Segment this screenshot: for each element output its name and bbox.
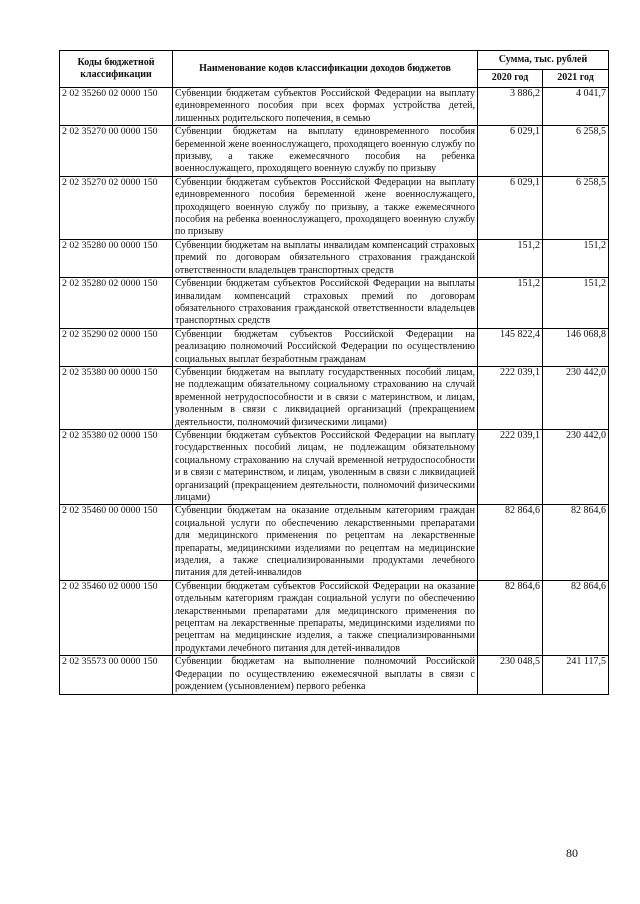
table-row: [60, 88, 609, 126]
amount-2021-cell: 4 041,7: [543, 88, 609, 126]
amount-2020-cell: 82 864,6: [478, 505, 543, 580]
table-row: [60, 505, 609, 580]
amount-2020-cell: 6 029,1: [478, 126, 543, 177]
table-row: [60, 429, 609, 504]
amount-2021-cell: 82 864,6: [543, 505, 609, 580]
amount-2020-cell: 145 822,4: [478, 328, 543, 366]
amount-2021-cell: 146 068,8: [543, 328, 609, 366]
name-cell: Субвенции бюджетам субъектов Российской Федерации на выплаты инвалидам компенсаций страховых премий по договорам обязательного страхования гражданской ответственности владельцев транспортных средств: [173, 278, 478, 329]
code-cell: 2 02 35260 02 0000 150: [60, 88, 173, 126]
page-number: 80: [566, 846, 578, 860]
header-year-2021: 2021 год: [543, 69, 609, 88]
amount-2021-cell: 151,2: [543, 278, 609, 329]
amount-2020-cell: 222 039,1: [478, 366, 543, 429]
amount-2021-cell: 230 442,0: [543, 366, 609, 429]
name-cell: Субвенции бюджетам на выплату единовременного пособия беременной жене военнослужащего, проходящего военную службу по призыву, а также ежемесячного пособия на ребенка военнослужащего, проходящего военную службу по призыву: [173, 126, 478, 177]
code-cell: 2 02 35380 00 0000 150: [60, 366, 173, 429]
amount-2021-cell: 82 864,6: [543, 580, 609, 655]
table-row: [60, 580, 609, 655]
code-cell: 2 02 35280 02 0000 150: [60, 278, 173, 329]
name-cell: Субвенции бюджетам субъектов Российской Федерации на выплату единовременного пособия при всех формах устройства детей, лишенных родительского попечения, в семью: [173, 88, 478, 126]
table-row: [60, 239, 609, 277]
table-body: [60, 88, 609, 695]
amount-2021-cell: 6 258,5: [543, 126, 609, 177]
code-cell: 2 02 35573 00 0000 150: [60, 656, 173, 694]
amount-2020-cell: 6 029,1: [478, 176, 543, 239]
code-cell: 2 02 35460 00 0000 150: [60, 505, 173, 580]
amount-2020-cell: 230 048,5: [478, 656, 543, 694]
header-name: Наименование кодов классификации доходов бюджетов: [173, 51, 478, 88]
name-cell: Субвенции бюджетам на выплаты инвалидам компенсаций страховых премий по договорам обязательного страхования гражданской ответственности владельцев транспортных средств: [173, 239, 478, 277]
code-cell: 2 02 35270 02 0000 150: [60, 176, 173, 239]
amount-2021-cell: 151,2: [543, 239, 609, 277]
amount-2020-cell: 82 864,6: [478, 580, 543, 655]
amount-2020-cell: 151,2: [478, 239, 543, 277]
amount-2021-cell: 241 117,5: [543, 656, 609, 694]
code-cell: 2 02 35290 02 0000 150: [60, 328, 173, 366]
code-cell: 2 02 35270 00 0000 150: [60, 126, 173, 177]
name-cell: Субвенции бюджетам субъектов Российской Федерации на выплату единовременного пособия беременной жене военнослужащего, проходящего военную службу по призыву, а также ежемесячного пособия на ребенка военнослужащего, проходящего военную службу по призыву: [173, 176, 478, 239]
amount-2020-cell: 151,2: [478, 278, 543, 329]
table-row: [60, 126, 609, 177]
name-cell: Субвенции бюджетам субъектов Российской Федерации на выплату государственных пособий лицам, не подлежащим обязательному социальному страхованию на случай временной нетрудоспособности и в связи с материнством, и лицам, уволенным в связи с ликвидацией организаций (прекращением деятельности, полномочий физическими лицами): [173, 429, 478, 504]
name-cell: Субвенции бюджетам на выполнение полномочий Российской Федерации по осуществлению ежемесячной выплаты в связи с рождением (усыновлением) первого ребенка: [173, 656, 478, 694]
amount-2021-cell: 230 442,0: [543, 429, 609, 504]
amount-2021-cell: 6 258,5: [543, 176, 609, 239]
name-cell: Субвенции бюджетам на оказание отдельным категориям граждан социальной услуги по обеспечению лекарственными препаратами для медицинского применения по рецептам на лекарственные препараты, медицинскими изделиями по рецептам на медицинские изделия, а также специализированными продуктами лечебного питания для детей-инвалидов: [173, 505, 478, 580]
table-header: [60, 51, 609, 88]
budget-table: [59, 50, 609, 695]
code-cell: 2 02 35280 00 0000 150: [60, 239, 173, 277]
name-cell: Субвенции бюджетам субъектов Российской Федерации на реализацию полномочий Российской Федерации по осуществлению социальных выплат безработным гражданам: [173, 328, 478, 366]
table-row: [60, 328, 609, 366]
amount-2020-cell: 3 886,2: [478, 88, 543, 126]
header-code: Коды бюджетной классификации: [60, 51, 173, 88]
amount-2020-cell: 222 039,1: [478, 429, 543, 504]
table-row: [60, 366, 609, 429]
table-row: [60, 656, 609, 694]
table-row: [60, 176, 609, 239]
header-sum: Сумма, тыс. рублей: [478, 51, 609, 70]
header-year-2020: 2020 год: [478, 69, 543, 88]
code-cell: 2 02 35460 02 0000 150: [60, 580, 173, 655]
name-cell: Субвенции бюджетам на выплату государственных пособий лицам, не подлежащим обязательному социальному страхованию на случай временной нетрудоспособности и в связи с материнством, и лицам, уволенным в связи с ликвидацией организаций (прекращением деятельности, полномочий физическими лицами): [173, 366, 478, 429]
table-row: [60, 278, 609, 329]
code-cell: 2 02 35380 02 0000 150: [60, 429, 173, 504]
name-cell: Субвенции бюджетам субъектов Российской Федерации на оказание отдельным категориям граждан социальной услуги по обеспечению лекарственными препаратами для медицинского применения по рецептам на лекарственные препараты, медицинскими изделиями по рецептам на медицинские изделия, а также специализированными продуктами лечебного питания для детей-инвалидов: [173, 580, 478, 655]
